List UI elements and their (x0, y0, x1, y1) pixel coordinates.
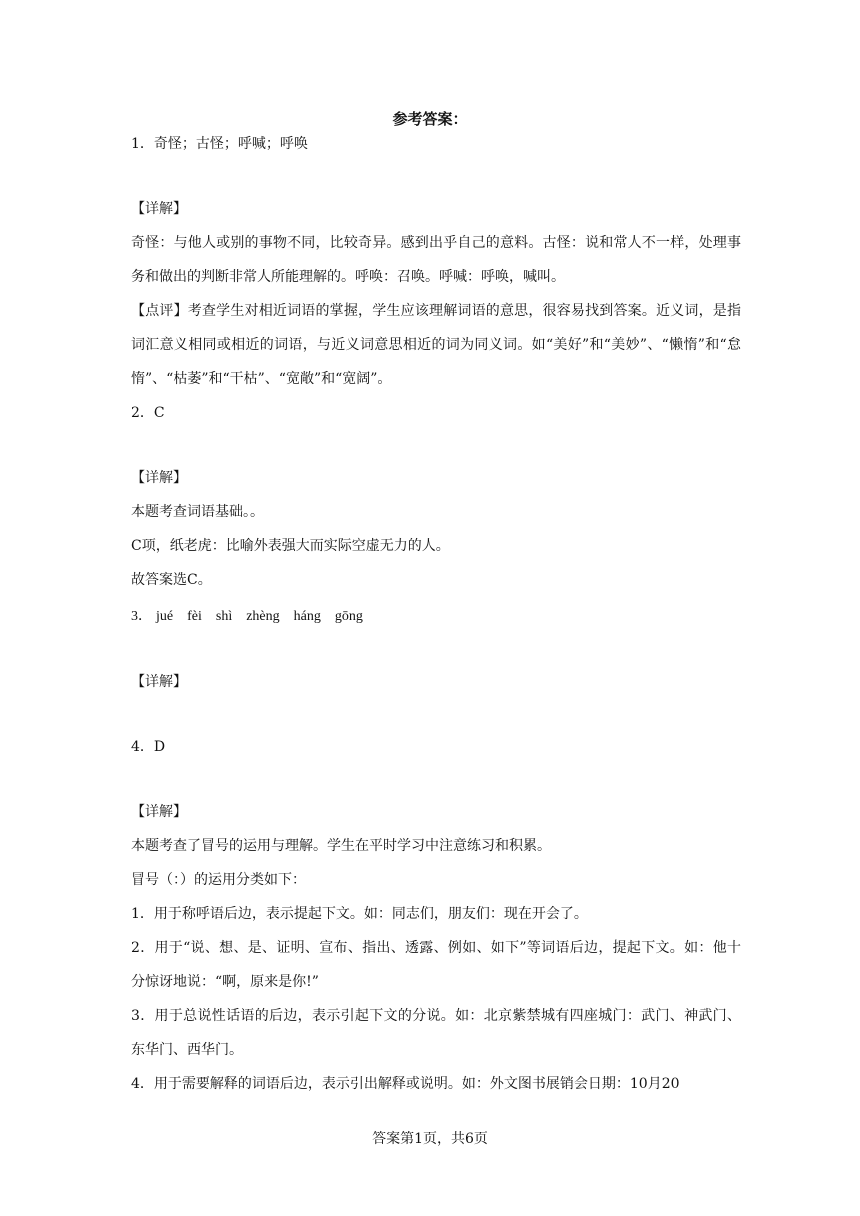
q2-detail-heading: 【详解】 (131, 470, 187, 486)
q3-number: 3． (131, 609, 152, 624)
q2-detail-line: 本题考查词语基础。。 (131, 504, 264, 520)
q4-intro: 本题考查了冒号的运用与理解。学生在平时学习中注意练习和积累。 (131, 838, 551, 854)
q4-rule: 4．用于需要解释的词语后边，表示引出解释或说明。如：外文图书展销会日期：10月20 (131, 1076, 680, 1092)
page-footer: 答案第1页，共6页 (372, 1131, 488, 1147)
q1-answer: 1．奇怪；古怪；呼喊；呼唤 (131, 136, 308, 152)
page-title: 参考答案： (392, 110, 468, 128)
q2-answer: 2．C (131, 405, 165, 421)
q2-detail-line: 故答案选C。 (131, 572, 212, 588)
q4-detail-heading: 【详解】 (131, 804, 187, 820)
pinyin-item: shì (215, 609, 233, 624)
pinyin-item: zhèng (246, 609, 280, 624)
q4-answer: 4．D (131, 739, 166, 755)
q3-detail-heading: 【详解】 (131, 674, 187, 690)
q1-comment: 【点评】考查学生对相近词语的掌握，学生应该理解词语的意思，很容易找到答案。近义词，是指词汇意义相同或相近的词语，与近义词意思相近的词为同义词。如“美好”和“美妙”、“懒惰”和“怠惰”、“枯萎”和“干枯”、“宽敞”和“宽阔”。 (131, 303, 741, 387)
q1-detail-text: 奇怪：与他人或别的事物不同，比较奇异。感到出乎自己的意料。古怪：说和常人不一样，处理事务和做出的判断非常人所能理解的。呼唤：召唤。呼喊：呼唤，喊叫。 (131, 235, 741, 285)
q3-answer (131, 605, 741, 628)
q4-rule: 3．用于总说性话语的后边，表示引起下文的分说。如：北京紫禁城有四座城门：武门、神武门、东华门、西华门。 (131, 1008, 741, 1058)
q2-detail-line: C项，纸老虎：比喻外表强大而实际空虚无力的人。 (131, 538, 450, 554)
answer-content (131, 133, 741, 1101)
pinyin-item: jué (156, 609, 174, 624)
q4-rule: 2．用于“说、想、是、证明、宣布、指出、透露、例如、如下”等词语后边，提起下文。如：他十分惊讶地说：“啊，原来是你!” (131, 940, 741, 990)
pinyin-item: fèi (187, 609, 202, 624)
q4-rule: 1．用于称呼语后边，表示提起下文。如：同志们，朋友们：现在开会了。 (131, 906, 588, 922)
pinyin-item: gōng (334, 609, 363, 624)
q4-classify: 冒号（：）的运用分类如下： (131, 872, 306, 888)
pinyin-item: háng (293, 609, 321, 624)
q1-detail-heading: 【详解】 (131, 201, 187, 217)
